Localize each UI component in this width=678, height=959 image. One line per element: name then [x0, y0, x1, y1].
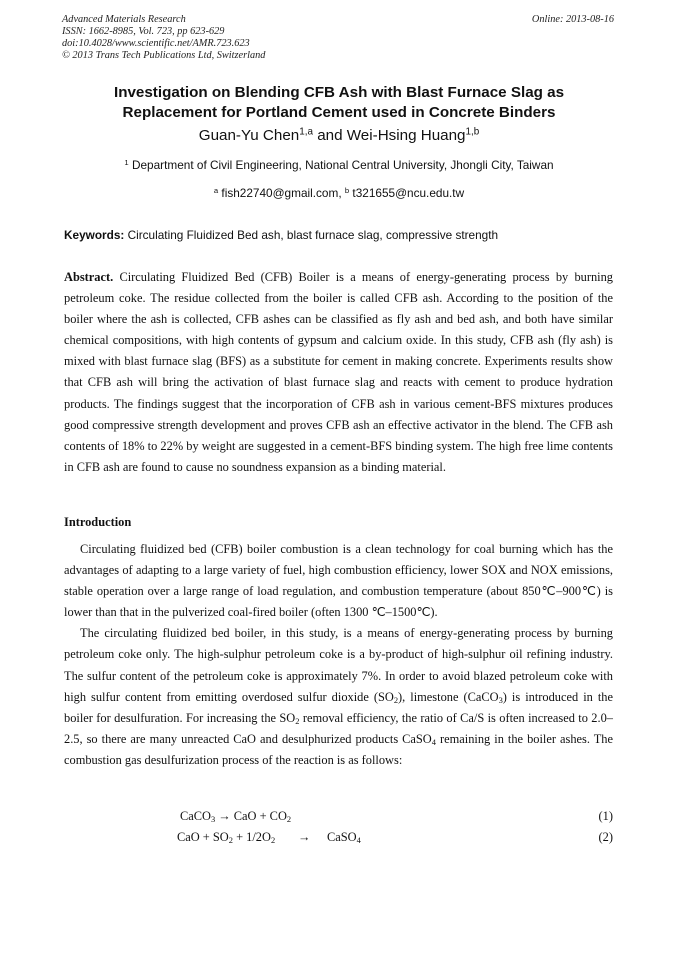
subscript: 4 — [356, 835, 361, 846]
author-emails — [64, 186, 614, 201]
doi-line: doi:10.4028/www.scientific.net/AMR.723.623 — [62, 38, 250, 49]
eq-term: CaSO — [327, 830, 357, 844]
issn-line: ISSN: 1662-8985, Vol. 723, pp 623-629 — [62, 26, 225, 37]
keywords-label: Keywords: — [64, 228, 125, 242]
introduction-heading: Introduction — [64, 515, 132, 529]
keywords — [64, 228, 624, 243]
subscript: 2 — [228, 835, 233, 846]
eq-term: + 1/2O — [232, 830, 271, 844]
equation-2-arrow: → — [298, 830, 311, 844]
email-b-marker: b — [344, 185, 350, 195]
subscript: 3 — [210, 814, 216, 825]
eq-term: CaO + SO — [177, 830, 229, 844]
subscript: 2 — [270, 835, 276, 846]
email-a[interactable]: fish22740@gmail.com, — [221, 186, 342, 200]
intro-p2-text-c: ) is introduced in the boiler for desulfuration. For increasing the SO — [64, 689, 613, 725]
equation-2-lhs — [177, 828, 275, 846]
author-list — [64, 126, 614, 146]
author-2-affil: 1,b — [465, 126, 480, 138]
eq-term: CaCO — [180, 809, 211, 823]
author-2: Wei-Hsing Huang — [346, 127, 466, 144]
author-1: Guan-Yu Chen — [198, 127, 300, 144]
title-line-1: Investigation on Blending CFB Ash with Blast Furnace Slag as — [113, 84, 565, 101]
intro-p2-text-a: The circulating fluidized bed boiler, in this study, is a means of energy-generating process by burning petroleum coke only. The high-sulphur petroleum coke is a by-product of high-sulphur oil refining industry. The sulfur content of the petroleum coke is approximately 7%. In order to avoid blazed petroleum coke with high sulfur content from emitting overdosed sulfur dioxide (SO — [64, 626, 613, 704]
affiliation — [64, 158, 614, 173]
subscript: 2 — [286, 814, 292, 825]
paper-title — [64, 83, 614, 123]
equation-1 — [64, 807, 613, 825]
keywords-text: Circulating Fluidized Bed ash, blast furnace slag, compressive strength — [127, 228, 499, 242]
subscript: 2 — [393, 694, 399, 705]
online-date: Online: 2013-08-16 — [531, 14, 614, 25]
intro-paragraph-2 — [64, 623, 613, 771]
equation-2 — [64, 828, 613, 846]
affiliation-text: Department of Civil Engineering, National Central University, Jhongli City, Taiwan — [131, 158, 554, 172]
email-a-marker: a — [213, 185, 219, 195]
copyright-line: © 2013 Trans Tech Publications Ltd, Switzerland — [62, 50, 266, 61]
subscript: 4 — [431, 736, 436, 747]
equation-2-rhs — [327, 828, 361, 846]
author-1-affil: 1,a — [299, 126, 313, 138]
journal-name: Advanced Materials Research — [62, 14, 186, 25]
equation-1-expression — [180, 807, 291, 825]
eq-term: → CaO + CO — [215, 809, 287, 823]
subscript: 3 — [498, 694, 503, 705]
abstract-text: Circulating Fluidized Bed (CFB) Boiler is a means of energy-generating process by burning petroleum coke. The residue collected from the boiler is called CFB ash. According to the position of the boiler where the ash is collected, CFB ashes can be classified as fly ash and bed ash, and both have similar chemical compositions, with high contents of gypsum and calcium oxide. In this study, CFB ash (fly ash) is mixed with blast furnace slag (BFS) as a substitute for cement in making concrete. Experiments results show that CFB ash will bring the activation of blast furnace slag and reacts with cement to produce hydration products. The findings suggest that the incorporation of CFB ash in various cement-BFS mixtures produces good compressive strength development and proves CFB ash an effective activator in the blend. The CFB ash contents of 18% to 22% by weight are suggested in a cement-BFS binding system. The high free lime contents in CFB ash are found to cause no soundness expansion as a binding material. — [64, 270, 613, 474]
equation-2-number: (2) — [598, 830, 613, 844]
abstract-label: Abstract. — [64, 270, 114, 284]
subscript: 2 — [295, 715, 300, 726]
author-conjunction: and — [312, 127, 347, 144]
abstract — [64, 267, 613, 478]
intro-p2-text-e: remaining in the boiler ashes. The combustion gas desulfurization process of the reaction is as follows: — [64, 731, 613, 767]
affiliation-marker: 1 — [124, 157, 129, 167]
equation-1-number: (1) — [598, 809, 613, 823]
intro-p2-text-d: removal efficiency, the ratio of Ca/S is often increased to 2.0–2.5, so there are many unreacted CaO and desulphurized products CaSO — [64, 710, 613, 746]
journal-metadata — [62, 14, 265, 62]
email-b[interactable]: t321655@ncu.edu.tw — [352, 186, 465, 200]
title-line-2: Replacement for Portland Cement used in Concrete Binders — [122, 104, 556, 121]
introduction-body — [64, 539, 613, 771]
intro-paragraph-1: Circulating fluidized bed (CFB) boiler combustion is a clean technology for coal burning which has the advantages of adapting to a large variety of fuel, high combustion efficiency, lower SOX and NOX emissions, stable operation over a large range of load regulation, and combustion temperature (about 850℃–900℃) is lower than that in the pulverized coal-fired boiler (often 1300 ℃–1500℃). — [64, 542, 613, 620]
intro-p2-text-b: ), limestone (CaCO — [398, 689, 499, 704]
